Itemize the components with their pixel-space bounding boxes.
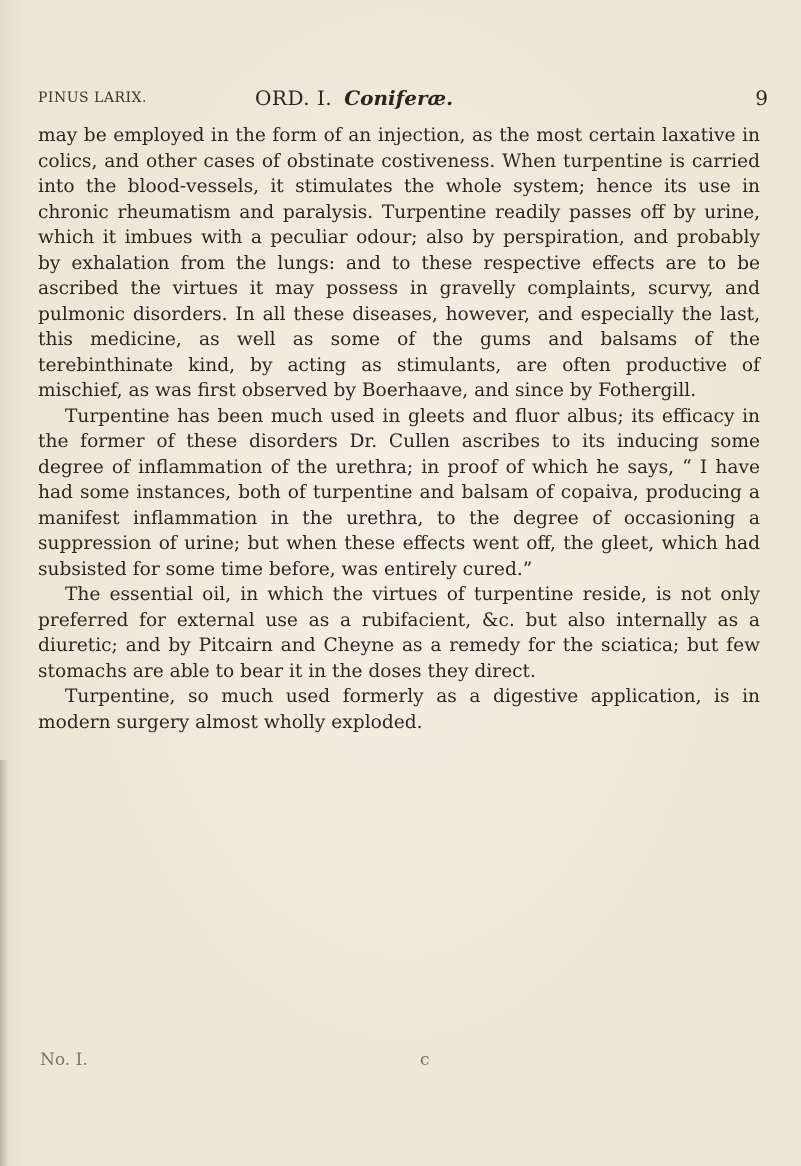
signature-letter: c <box>420 1050 430 1070</box>
body-text <box>38 123 760 735</box>
family-label: Coniferæ. <box>344 86 454 110</box>
paragraph-gleets: Turpentine has been much used in gleets and fluor albus; its efficacy in the former of these disorders Dr. Cullen ascribes to its inducing some degree of inflammation of the urethra; in proof of which he says, “ I have had some instances, both of turpentine and balsam of copaiva, producing a manifest inflammation in the urethra, to the degree of occasioning a suppression of urine; but when these effects went off, the gleet, which had subsisted for some time before, was entirely cured.” <box>38 405 760 580</box>
page-number: 9 <box>755 86 768 110</box>
signature-number: No. I. <box>40 1050 88 1070</box>
running-head-species: PINUS LARIX. <box>38 90 147 106</box>
running-head <box>38 86 778 112</box>
running-head-order <box>255 86 453 110</box>
order-label: ORD. I. <box>255 86 333 110</box>
paragraph-essential-oil: The essential oil, in which the virtues of turpentine reside, is not only preferred for external use as a rubifacient, &c. but also internally as a diuretic; and by Pitcairn and Cheyne as a remedy for the sciatica; but few stomachs are able to bear it in the doses they direct. <box>38 584 760 682</box>
page-edge-shadow <box>0 760 8 1166</box>
page-footer <box>38 1050 778 1074</box>
paragraph-digestive: Turpentine, so much used formerly as a digestive application, is in modern surgery almost wholly exploded. <box>38 686 760 733</box>
paragraph-continuation: may be employed in the form of an injection, as the most certain laxative in colics, and other cases of obstinate costiveness. When turpentine is carried into the blood-vessels, it stimulates the whole system; hence its use in chronic rheumatism and paralysis. Turpentine readily passes off by urine, which it imbues with a peculiar odour; also by perspiration, and probably by exhalation from the lungs: and to these respective effects are to be ascribed the virtues it may possess in gravelly complaints, scurvy, and pulmonic disorders. In all these diseases, however, and especially the last, this medicine, as well as some of the gums and balsams of the terebinthinate kind, by acting as stimulants, are often productive of mischief, as was first observed by Boerhaave, and since by Fothergill. <box>38 125 760 401</box>
